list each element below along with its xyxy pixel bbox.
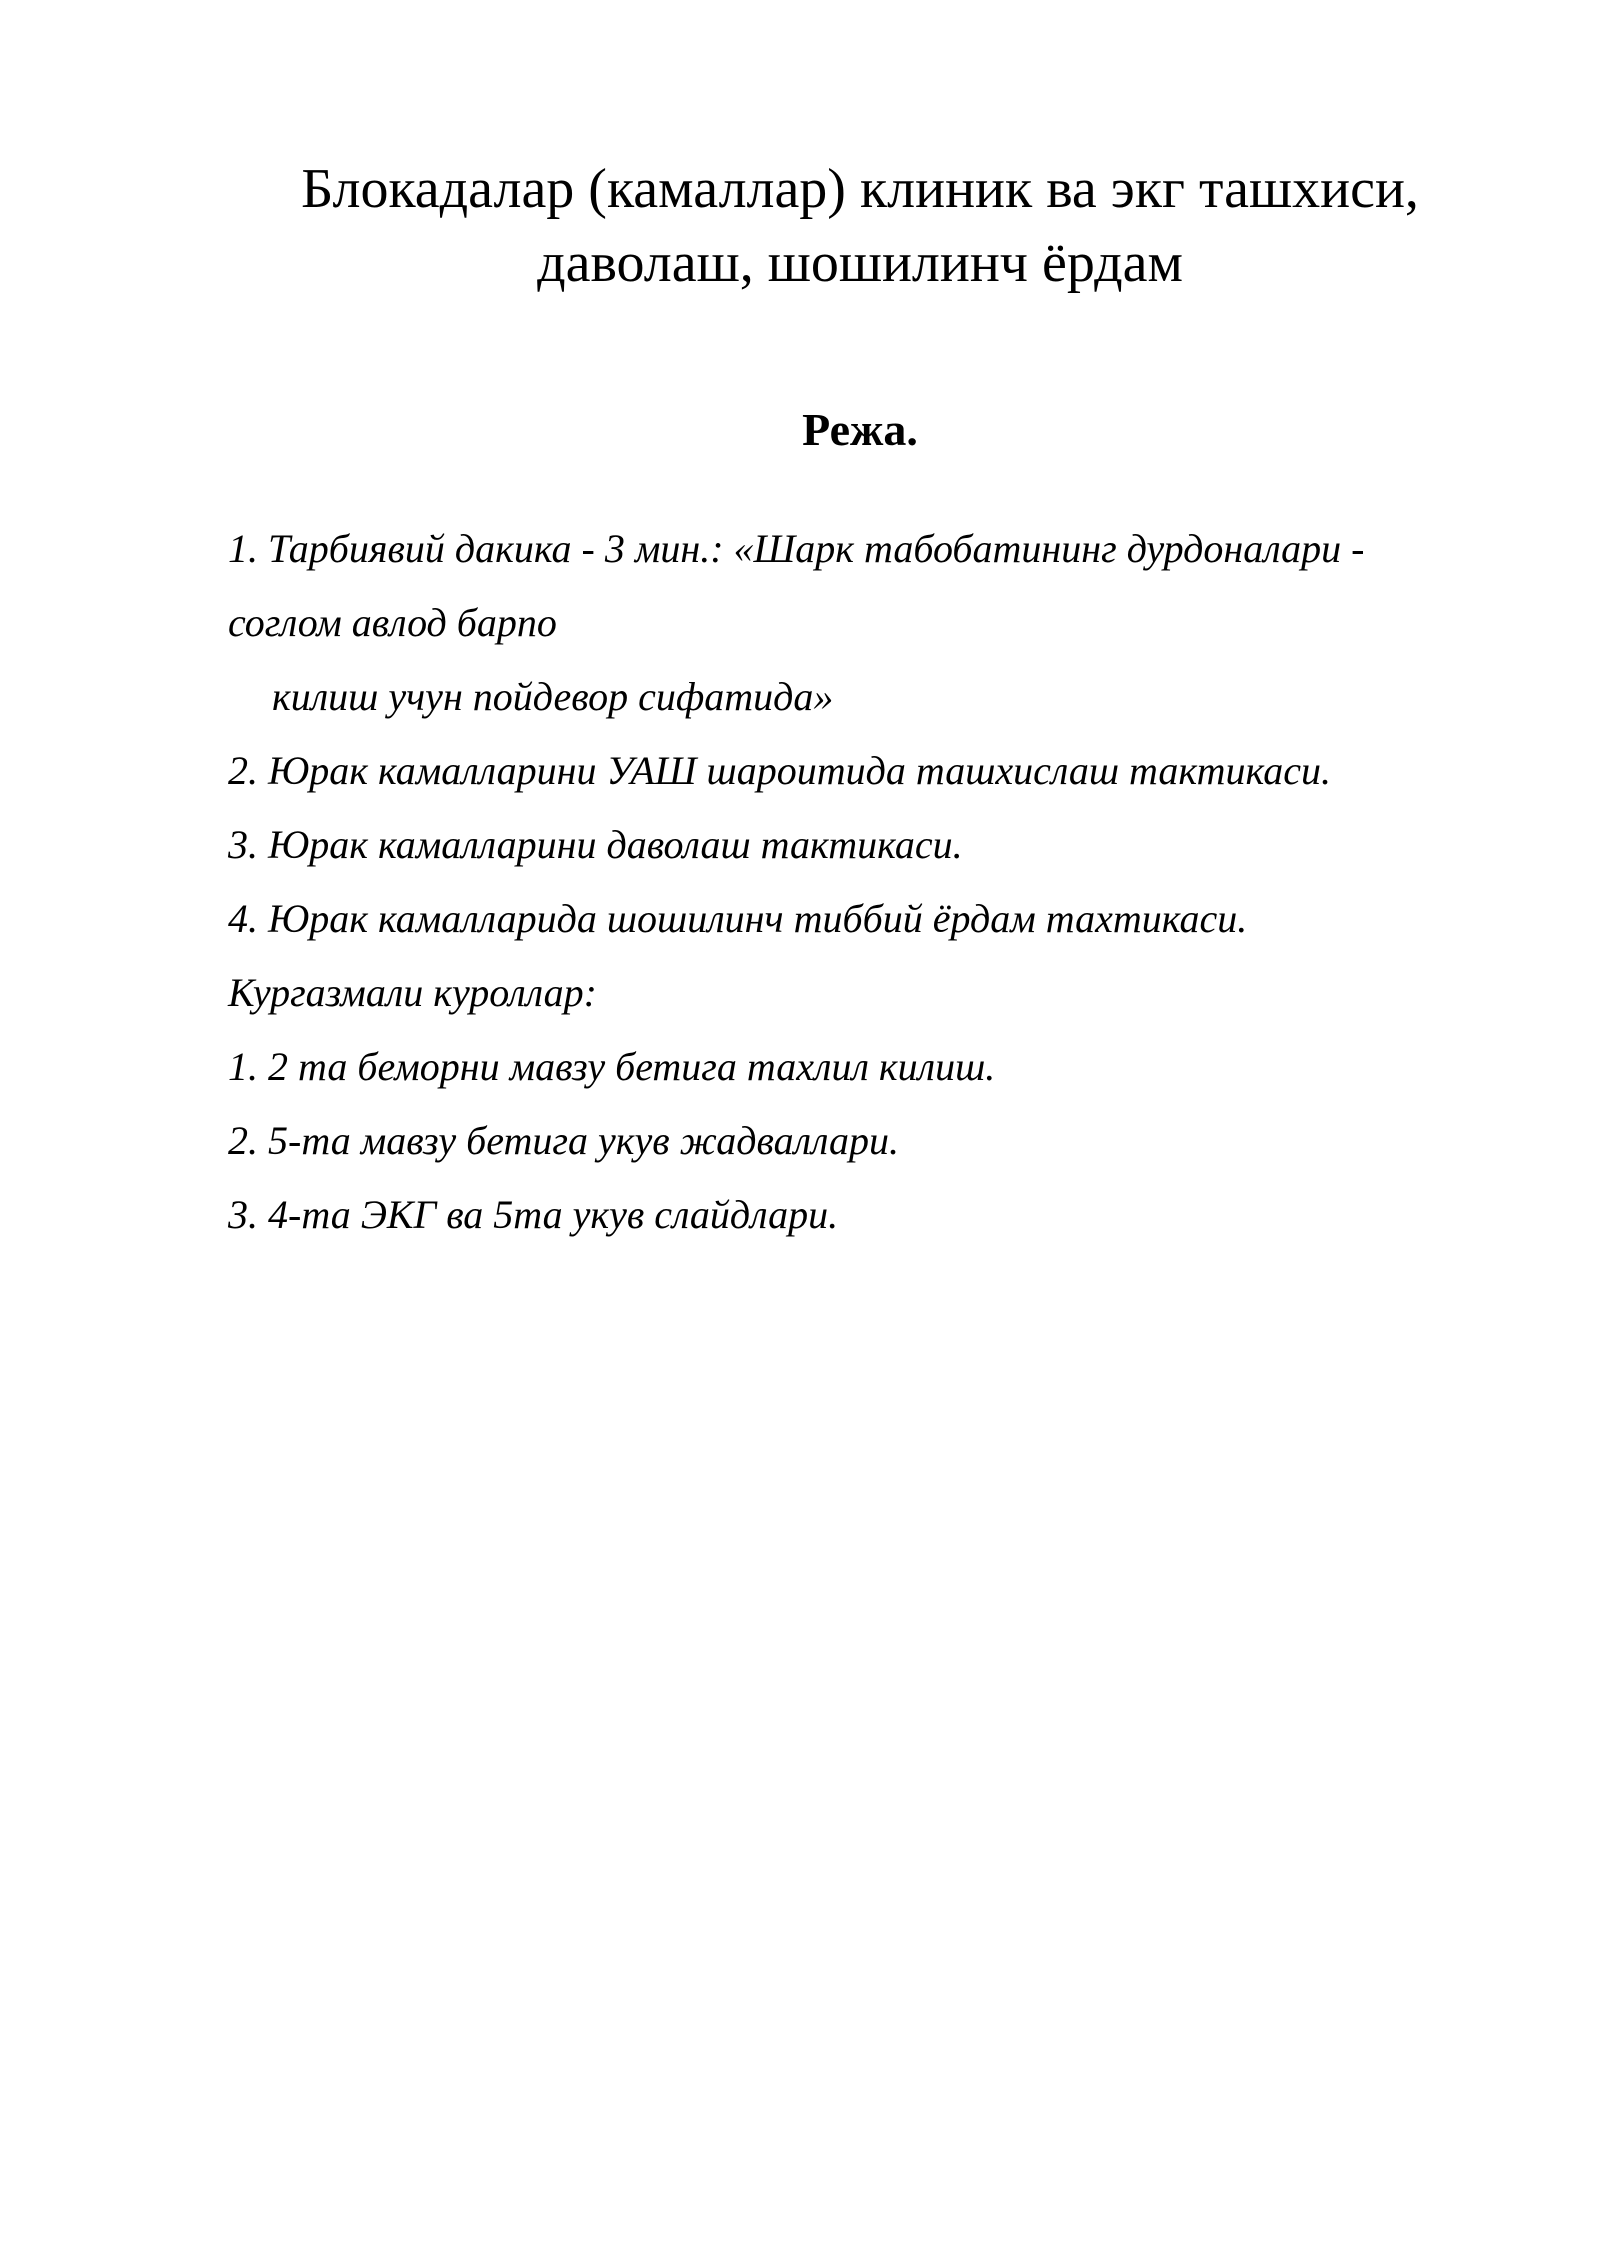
plan-item-4: 4. Юрак камалларида шошилинч тиббий ёрдам тахтикаси.	[228, 896, 1248, 941]
plan-item-3: 3. Юрак камалларини даволаш тактикаси.	[228, 822, 963, 867]
plan-item-1-continuation: соглом авлод барпо	[228, 600, 557, 645]
plan-item-1: 1. Тарбиявий дакика - 3 мин.: «Шарк табобатининг дурдоналари -	[228, 526, 1365, 571]
visual-aids-heading: Кургазмали куроллар:	[228, 970, 597, 1015]
visual-aid-item-2: 2. 5-та мавзу бетига укув жадваллари.	[228, 1118, 899, 1163]
plan-item-1-continuation-indented: килиш учун пойдевор сифатида»	[272, 674, 834, 719]
document-title-line-2: даволаш, шошилинч ёрдам	[537, 232, 1183, 294]
plan-heading: Режа.	[802, 404, 918, 455]
plan-item-2: 2. Юрак камалларини УАШ шароитида ташхислаш тактикаси.	[228, 748, 1331, 793]
visual-aid-item-1: 1. 2 та беморни мавзу бетига тахлил килиш.	[228, 1044, 996, 1089]
document-title-line-1: Блокадалар (камаллар) клиник ва экг ташхиси,	[301, 158, 1419, 220]
visual-aid-item-3: 3. 4-та ЭКГ ва 5та укув слайдлари.	[228, 1192, 839, 1237]
